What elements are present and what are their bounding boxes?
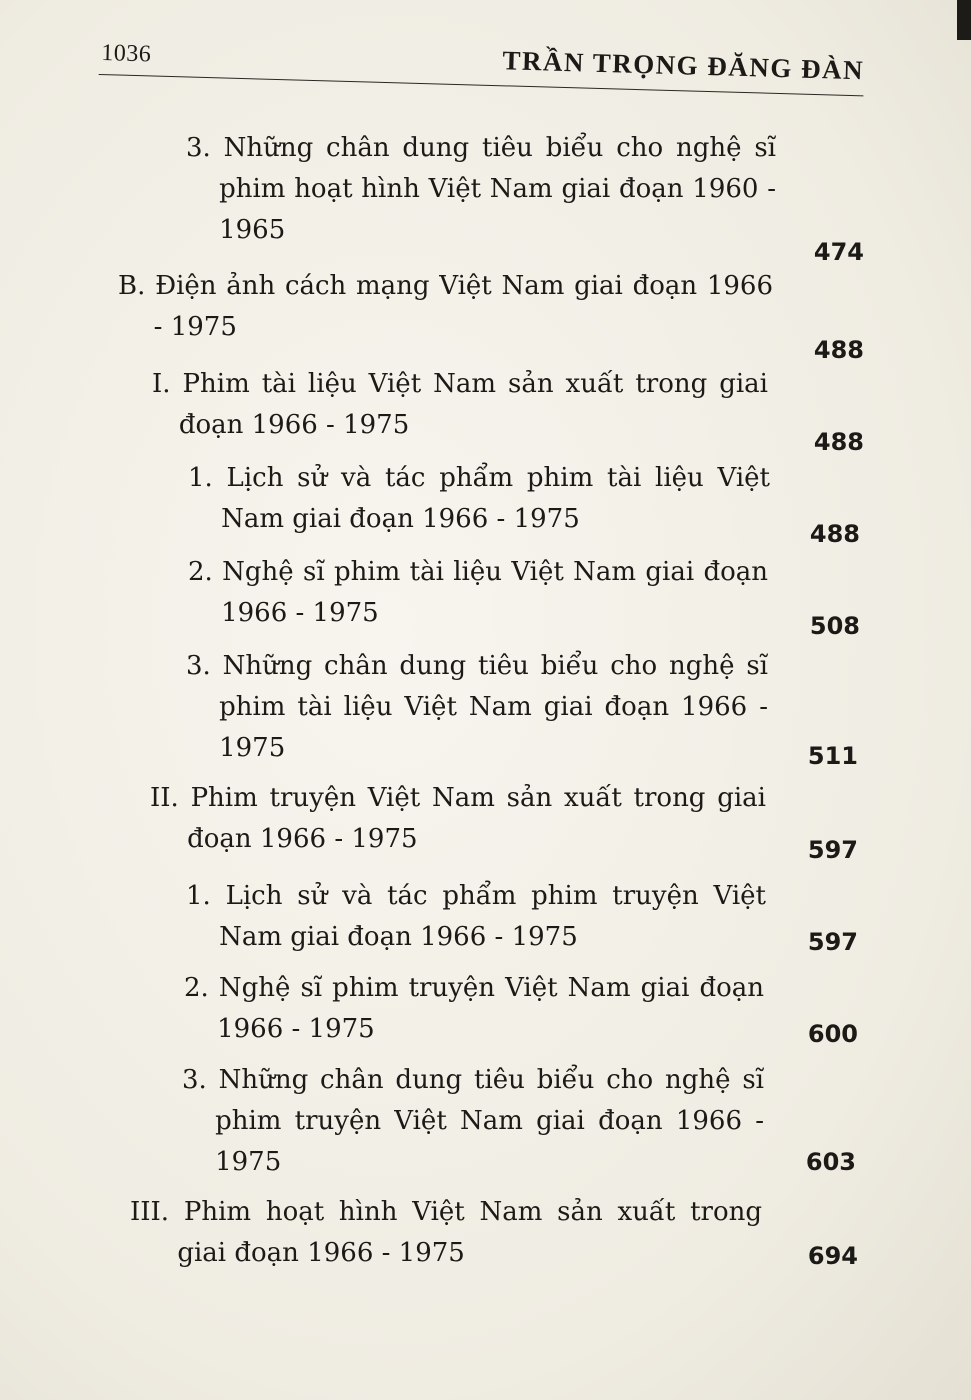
toc-entry-label: I. Phim tài liệu Việt Nam sản xuất trong giai đoạn 1966 - 1975 [152,369,768,440]
toc-entry-page: 474 [813,238,864,266]
toc-entry-page: 508 [809,612,860,640]
toc-entry [184,968,866,1058]
toc-entry-page: 488 [813,428,864,456]
toc-entry-label: 1. Lịch sử và tác phẩm phim truyện Việt Nam giai đoạn 1966 - 1975 [186,881,766,952]
toc-entry-page: 597 [807,928,858,956]
toc-entry [152,364,866,454]
toc-entry [186,128,866,266]
page-number: 1036 [100,40,152,68]
toc-entry-page: 694 [807,1242,858,1270]
toc-entry-page: 600 [807,1020,858,1048]
toc-entry-page: 488 [813,336,864,364]
running-head: TRẦN TRỌNG ĐĂNG ĐÀN [502,45,865,86]
toc-entry-label: 1. Lịch sử và tác phẩm phim tài liệu Việt Nam giai đoạn 1966 - 1975 [188,463,770,534]
toc-entry-label: B. Điện ảnh cách mạng Việt Nam giai đoạn 1966 - 1975 [118,271,773,342]
toc-entry [186,876,866,966]
toc-entry-page: 511 [807,742,858,770]
toc-entry [188,458,866,548]
toc-entry [186,646,866,772]
toc-entry [118,266,866,364]
toc-entry-page: 597 [807,836,858,864]
toc-entry [150,778,866,868]
toc-entry [130,1192,866,1282]
toc-entry-label: 2. Nghệ sĩ phim tài liệu Việt Nam giai đoạn 1966 - 1975 [188,557,768,628]
toc-entry-page: 488 [809,520,860,548]
toc-entry-page: 603 [805,1148,856,1176]
toc-entry-label: III. Phim hoạt hình Việt Nam sản xuất trong giai đoạn 1966 - 1975 [130,1197,762,1268]
toc-entry-label: 3. Những chân dung tiêu biểu cho nghệ sĩ phim tài liệu Việt Nam giai đoạn 1966 - 1975 [186,651,768,763]
toc-entry [188,552,866,642]
toc-entry-label: II. Phim truyện Việt Nam sản xuất trong giai đoạn 1966 - 1975 [150,783,766,854]
toc-entry [182,1060,866,1186]
toc-entry-label: 2. Nghệ sĩ phim truyện Việt Nam giai đoạn 1966 - 1975 [184,973,764,1044]
toc-entry-label: 3. Những chân dung tiêu biểu cho nghệ sĩ phim hoạt hình Việt Nam giai đoạn 1960 - 1965 [186,133,776,245]
toc-entry-label: 3. Những chân dung tiêu biểu cho nghệ sĩ phim truyện Việt Nam giai đoạn 1966 - 1975 [182,1065,764,1177]
